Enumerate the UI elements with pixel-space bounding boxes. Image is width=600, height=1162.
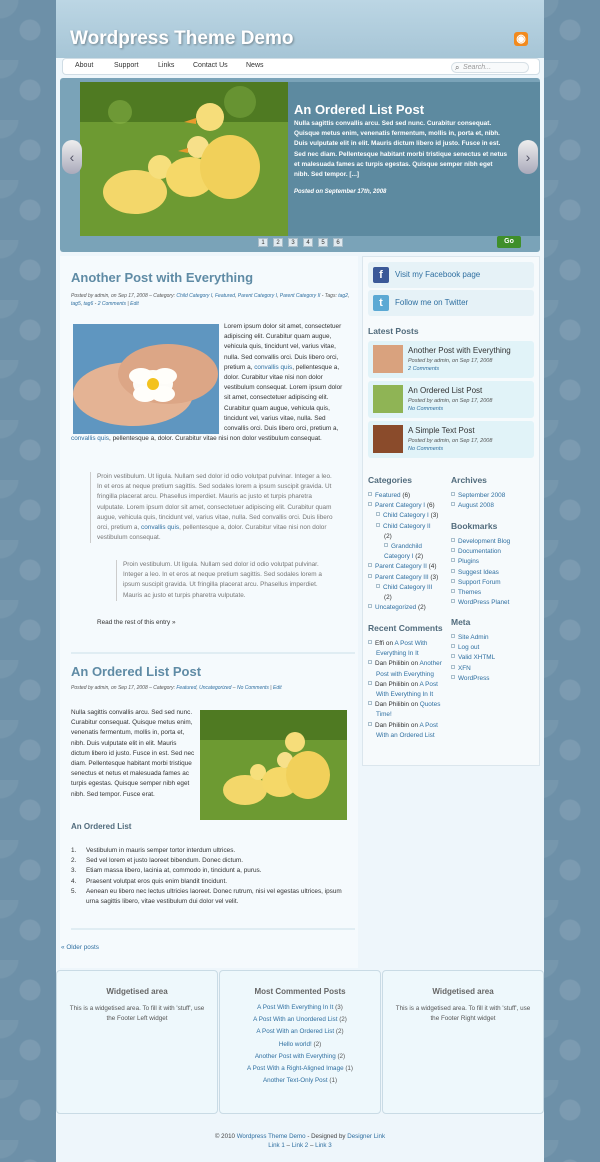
search-placeholder: Search... [463, 64, 492, 71]
comment-count: (3) [335, 1004, 343, 1011]
list-item-text: Aenean eu libero nec lectus ultricies laoreet. Donec rutrum, nisi vel egestas ultrices, ipsum urna sagittis libero, vitae vestibulum dui dolor vel velit. [86, 887, 342, 906]
list-item-text: Etiam massa libero, lacinia at, commodo in, tincidunt a, purus. [86, 867, 262, 875]
chevron-left-icon: ‹ [69, 149, 75, 165]
ordered-list [71, 846, 353, 907]
slider-page-2[interactable]: 2 [273, 238, 283, 247]
tags-prefix: - Tags: [320, 293, 339, 299]
main-content [60, 256, 358, 968]
comment-post-link[interactable]: A Post With Everything In It [376, 640, 428, 658]
comments-link[interactable]: 2 Comments [97, 301, 127, 307]
post-paragraph [224, 322, 350, 434]
post-image-flower[interactable] [73, 324, 219, 434]
category-item [368, 583, 446, 603]
post-text: Lorem ipsum dolor sit amet, consectetuer adipiscing elit. Curabitur quam augue, vehicula quis, tincidunt vel, varius vitae, nulla. Sed convallis orci. Duis libero orci, pretium a, [224, 323, 342, 371]
meta-link[interactable]: Site Admin [458, 634, 489, 641]
category-link[interactable]: Child Category III [383, 583, 433, 591]
bookmark-link[interactable]: Support Forum [458, 578, 501, 586]
recent-comments-list [368, 639, 446, 741]
latest-post-title[interactable]: An Ordered List Post [408, 386, 483, 395]
category-list [368, 491, 446, 613]
category-item [368, 573, 446, 583]
latest-post-thumbnail [373, 345, 403, 373]
quote-text: Proin vestibulum. Ut ligula. Nullam sed dolor id odio volutpat pulvinar. Integer a leo. In et eros at neque pretium sagittis. Sed sodales lorem a ipsum suscipit gravida. Ut fringilla placerat arcu. Phasellus imperdiet. Mauris ac justo et turpis pharetra vulputate. Lorem ipsum dolor sit amet, consectetuer adipiscing elit. Curabitur quam augue, vehicula quis, tincidunt vel, varius vitae, nulla. Sed convallis orci. Duis libero orci, pretium a, [97, 473, 333, 532]
footer-site-link[interactable]: Wordpress Theme Demo [236, 1133, 306, 1140]
category-link[interactable]: Parent Category II [375, 563, 427, 571]
most-commented-link[interactable]: Another Text-Only Post [262, 1077, 328, 1085]
nested-blockquote: Proin vestibulum. Ut ligula. Nullam sed dolor id odio volutpat pulvinar. Integer a leo. In et eros at neque pretium sagittis. Sed sodales lorem a ipsum suscipit gravida. Ut fringilla placerat arcu. Phasellus imperdiet. Mauris ac justo et turpis pharetra vulputate. [116, 560, 326, 601]
category-item [368, 542, 446, 562]
category-count: (4) [428, 563, 437, 571]
archive-item [451, 491, 537, 501]
slide-image[interactable] [80, 82, 288, 236]
post-title[interactable]: An Ordered List Post [71, 664, 202, 679]
read-more-link[interactable]: Read the rest of this entry » [97, 619, 176, 626]
category-count: (3) [430, 573, 439, 581]
footer-link-1[interactable]: Link 1 [268, 1142, 285, 1149]
designed-by-label: - Designed by [307, 1133, 346, 1140]
category-link[interactable]: Featured [375, 492, 401, 499]
search-icon: ⌕ [455, 63, 460, 72]
comment-on: on [410, 701, 418, 709]
post-meta-prefix: Posted by admin, on Sep 17, 2008 – Category: [71, 293, 177, 299]
twitter-link[interactable] [368, 290, 534, 316]
bookmark-link[interactable]: Documentation [458, 548, 501, 556]
slider-page-3[interactable]: 3 [288, 238, 298, 247]
tag-link[interactable]: tag2 [338, 293, 348, 299]
search-input[interactable] [451, 62, 529, 73]
meta-item [451, 674, 537, 684]
slide-date: Posted on September 17th, 2008 [294, 189, 387, 195]
bookmark-item [451, 588, 537, 598]
post-image-ducklings[interactable] [200, 710, 347, 820]
facebook-icon: f [373, 267, 389, 283]
category-count: (6) [426, 502, 435, 510]
featured-slider [60, 78, 540, 252]
bookmark-item [451, 547, 537, 557]
category-link[interactable]: Uncategorized [375, 604, 417, 612]
comment-on: on [410, 721, 418, 729]
slider-prev-button[interactable] [62, 140, 82, 174]
list-item [220, 1063, 380, 1075]
slide-title[interactable]: An Ordered List Post [294, 102, 425, 117]
latest-post-title[interactable]: Another Post with Everything [408, 346, 511, 355]
page-container [56, 0, 544, 1162]
rss-icon[interactable]: ◉ [514, 32, 528, 46]
category-link[interactable]: Uncategorized [199, 685, 232, 691]
meta-link[interactable]: Log out [458, 644, 480, 652]
footer-widget-title: Widgetised area [432, 987, 494, 996]
bookmark-link[interactable]: WordPress Planet [458, 599, 510, 607]
footer-widget-title: Most Commented Posts [254, 987, 346, 996]
footer-link-2[interactable]: Link 2 [291, 1142, 309, 1149]
latest-post-item[interactable] [368, 381, 534, 418]
category-item [368, 603, 446, 613]
bookmark-link[interactable]: Themes [458, 589, 482, 597]
most-commented-link[interactable]: Another Post with Everything [254, 1052, 336, 1060]
designer-link[interactable]: Designer Link [347, 1133, 386, 1140]
archive-link[interactable]: September 2008 [458, 492, 506, 499]
twitter-icon: t [373, 295, 389, 311]
list-item [220, 1039, 380, 1051]
meta-heading: Meta [451, 617, 471, 627]
most-commented-link[interactable]: A Post With an Ordered List [256, 1028, 335, 1036]
slider-page-6[interactable]: 6 [333, 238, 343, 247]
recent-comment [368, 639, 446, 659]
comment-post-link[interactable]: A Post With an Ordered List [376, 721, 438, 739]
list-item: 3. Etiam massa libero, lacinia at, commodo in, tincidunt a, purus. [71, 867, 262, 875]
post-meta: Posted by admin, on Sep 17, 2008 – Category: Featured, Uncategorized – No Comments | Edit [71, 685, 282, 691]
meta-link[interactable]: Valid XHTML [458, 654, 496, 662]
comment-count: (1) [329, 1077, 338, 1085]
category-item [368, 501, 446, 511]
slider-page-1[interactable]: 1 [258, 238, 268, 247]
comment-count: (2) [337, 1052, 346, 1060]
meta-link[interactable]: XFN [458, 664, 471, 672]
category-count: (6) [402, 492, 411, 499]
comment-count: (1) [345, 1065, 354, 1073]
most-commented-link[interactable]: A Post With a Right-Aligned Image [246, 1065, 344, 1073]
category-link[interactable]: Parent Category I [237, 293, 277, 299]
archive-link[interactable]: August 2008 [458, 502, 494, 510]
meta-list [451, 633, 537, 684]
go-button[interactable]: Go [497, 236, 521, 248]
slider-next-button[interactable] [518, 140, 538, 174]
site-header [56, 0, 544, 58]
recent-comments-heading: Recent Comments [368, 623, 443, 633]
comment-post-link[interactable]: Quotes Time! [376, 701, 441, 719]
most-commented-link[interactable]: A Post With Everything In It [257, 1004, 334, 1011]
edit-link[interactable]: Edit [273, 685, 282, 691]
slider-page-5[interactable]: 5 [318, 238, 328, 247]
comment-post-link[interactable]: A Post With Everything In It [376, 680, 438, 699]
comment-author: Dan Philibin [375, 680, 410, 688]
bookmark-item [451, 557, 537, 567]
category-link[interactable]: Parent Category II [279, 293, 321, 299]
comment-post-link[interactable]: Another Post with Everything [376, 660, 442, 678]
inline-link[interactable]: convallis quis [254, 363, 293, 371]
footer-widget-title: Widgetised area [106, 987, 168, 996]
chevron-right-icon: › [525, 149, 531, 165]
latest-post-thumbnail [373, 385, 403, 413]
meta-item [451, 653, 537, 663]
meta-item [451, 643, 537, 653]
facebook-label: Visit my Facebook page [395, 270, 481, 279]
comment-author: Effi [375, 640, 385, 647]
categories-heading: Categories [368, 475, 412, 485]
category-item [368, 562, 446, 572]
recent-comment [368, 700, 446, 720]
comment-count: (2) [313, 1040, 322, 1048]
footer-widget-center [219, 970, 381, 1114]
list-item-text: Praesent volutpat eros quis enim blandit tincidunt. [86, 877, 228, 885]
slider-page-4[interactable]: 4 [303, 238, 313, 247]
latest-post-comments[interactable]: 2 Comments [408, 366, 440, 372]
slide-caption-panel [288, 82, 540, 236]
list-item: 5. Aenean eu libero nec lectus ultricies laoreet. Donec rutrum, nisi vel egestas ultrices, ipsum urna sagittis libero, vitae vestibulum dui dolor vel velit. [71, 887, 342, 906]
category-count: (2) [384, 532, 392, 540]
category-link[interactable]: Child Category I [383, 512, 429, 520]
recent-comment [368, 659, 446, 679]
category-link[interactable]: Grandchild Category I [384, 543, 422, 561]
latest-post-item[interactable] [368, 341, 534, 378]
post-paragraph: Nulla sagittis convallis arcu. Sed sed nunc. Curabitur consequat. Quisque metus enim, venenatis fermentum, mollis in, porta et, nibh. Duis vulputate elit in elit. Mauris dictum libero id justo. Fusce in est. Sed nec diam. Pellentesque habitant morbi tristique senectus et netus et malesuada fames ac turpis egestas. Quisque semper nibh eget nibh. Sed tempor. Fusce erat. [71, 709, 195, 798]
post-subheading: An Ordered List [71, 822, 132, 831]
nav-news[interactable]: News [246, 62, 264, 69]
comment-author: Dan Philibin [375, 660, 410, 668]
list-item-text: Sed vel lorem et justo laoreet bibendum. Donec dictum. [86, 857, 244, 865]
latest-post-comments[interactable]: No Comments [408, 406, 444, 412]
tag-link[interactable]: tag6 [83, 301, 94, 307]
category-count: (2) [418, 604, 426, 612]
category-link[interactable]: Featured [176, 685, 197, 691]
meta-item [451, 664, 537, 674]
comment-on: on [410, 680, 418, 688]
footer-widget-text: This is a widgetised area. To fill it with 'stuff', use the Footer Left widget [69, 1005, 205, 1022]
copyright: © 2010 [214, 1133, 235, 1140]
recent-comment [368, 721, 446, 741]
recent-comment [368, 680, 446, 700]
post-divider [71, 928, 355, 930]
bookmark-link[interactable]: Suggest Ideas [458, 568, 499, 576]
archive-item [451, 501, 537, 511]
slide-excerpt: Nulla sagittis convallis arcu. Sed sed nunc. Curabitur consequat. Quisque metus enim, venenatis fermentum, mollis in, porta et, nibh. Duis vulputate elit in elit. Mauris dictum libero id justo. Fusce in est. Sed nec diam. Pellentesque habitant morbi tristique senectus et netus et malesuada fames ac turpis egestas. Quisque semper nibh eget nibh. Sed tempor. [...] [294, 120, 508, 179]
bookmark-link[interactable]: Development Blog [458, 538, 511, 545]
latest-post-title[interactable]: A Simple Text Post [408, 426, 475, 435]
blockquote [90, 472, 334, 543]
post-text: , pellentesque a, dolor. Curabitur vitae nisi non dolor vestibulum consequat. Lorem ipsum dolor sit amet, consectetuer adipiscing elit. Curabitur quam augue, vehicula quis, tincidunt vel, varius vitae, nulla. Sed convallis orci. Duis libero orci, pretium a, [224, 363, 343, 433]
older-posts-link[interactable]: « Older posts [61, 944, 100, 951]
bookmark-item [451, 568, 537, 578]
comments-link[interactable]: No Comments [236, 685, 269, 691]
meta-item [451, 633, 537, 643]
latest-post-item[interactable] [368, 421, 534, 458]
nav-support[interactable]: Support [114, 62, 139, 69]
tag-link[interactable]: tag5 [71, 301, 81, 307]
nav-about[interactable]: About [75, 62, 94, 69]
category-link[interactable]: Child Category II [383, 522, 431, 530]
category-count: (2) [415, 553, 424, 561]
site-footer [56, 1132, 544, 1150]
facebook-link[interactable] [368, 262, 534, 288]
category-link[interactable]: Parent Category III [375, 573, 429, 581]
twitter-label: Follow me on Twitter [395, 298, 469, 307]
comment-author: Dan Philibin [375, 701, 410, 709]
list-item [220, 1026, 380, 1038]
list-item [220, 1014, 380, 1026]
category-link[interactable]: Parent Category I [375, 502, 426, 510]
footer-widget-left [56, 970, 218, 1114]
latest-post-meta: Posted by admin, on Sep 17, 2008 [408, 398, 493, 404]
category-count: (2) [384, 594, 392, 602]
bookmark-item [451, 537, 537, 547]
bookmark-item [451, 598, 537, 608]
footer-credits [56, 1132, 544, 1141]
sidebar [362, 256, 540, 766]
nav-contact-us[interactable]: Contact Us [193, 62, 228, 69]
archive-list [451, 491, 537, 511]
post-meta: Posted by admin, on Sep 17, 2008 – Category: Child Category I, Featured, Parent Category I, Parent Category II - Tags: tag2, tag5, tag6 - 2 Comments | Edit [71, 293, 350, 307]
category-item [368, 511, 446, 521]
latest-post-meta: Posted by admin, on Sep 17, 2008 [408, 358, 493, 364]
category-count: (3) [430, 512, 439, 520]
inline-link[interactable]: convallis quis [71, 435, 110, 442]
list-item [220, 1075, 380, 1087]
bookmarks-heading: Bookmarks [451, 521, 498, 531]
quote-text: , pellentesque a, dolor. Curabitur vitae nisi non dolor vestibulum consequat. [97, 524, 327, 542]
most-commented-link[interactable]: Hello world! [278, 1040, 312, 1048]
footer-widget-right [382, 970, 544, 1114]
meta-link[interactable]: WordPress [458, 674, 490, 682]
list-item-text: Vestibulum in mauris semper tortor interdum ultrices. [86, 847, 236, 854]
post-meta-prefix: Posted by admin, on Sep 17, 2008 – Category: [71, 685, 177, 691]
list-item: 1. Vestibulum in mauris semper tortor interdum ultrices. [71, 847, 236, 854]
category-link[interactable]: Featured [215, 293, 236, 299]
bookmark-item [451, 578, 537, 588]
comment-on: on [410, 660, 418, 668]
inline-link[interactable]: convallis quis [141, 524, 180, 532]
post-divider [71, 652, 355, 654]
main-navigation [62, 58, 540, 75]
comment-count: (2) [335, 1028, 344, 1036]
latest-posts-heading: Latest Posts [368, 326, 419, 336]
post-text: , pellentesque a, dolor. Curabitur vitae nisi non dolor vestibulum consequat. [109, 435, 322, 442]
most-commented-list [220, 1002, 380, 1087]
archives-heading: Archives [451, 475, 487, 485]
category-item [368, 522, 446, 542]
list-item: 4. Praesent volutpat eros quis enim blandit tincidunt. [71, 877, 228, 885]
list-item: 2. Sed vel lorem et justo laoreet bibendum. Donec dictum. [71, 857, 244, 865]
comment-on: on [385, 640, 394, 647]
most-commented-link[interactable]: A Post With an Unordered List [253, 1016, 338, 1024]
bookmark-list [451, 537, 537, 608]
latest-post-comments[interactable]: No Comments [408, 446, 444, 452]
comment-author: Dan Philibin [375, 721, 410, 729]
footer-links: Link 1 – Link 2 – Link 3 [268, 1142, 332, 1149]
list-item [220, 1002, 380, 1014]
category-link[interactable]: Child Category I [176, 293, 213, 299]
list-item [220, 1051, 380, 1063]
site-title[interactable]: Wordpress Theme Demo [70, 28, 294, 49]
bookmark-link[interactable]: Plugins [458, 558, 479, 566]
footer-link-3[interactable]: Link 3 [315, 1142, 332, 1149]
edit-link[interactable]: Edit [130, 301, 139, 307]
latest-post-meta: Posted by admin, on Sep 17, 2008 [408, 438, 493, 444]
nav-links[interactable]: Links [158, 62, 175, 69]
comment-count: (2) [339, 1016, 347, 1024]
category-item [368, 491, 446, 501]
post-title[interactable]: Another Post with Everything [71, 270, 254, 285]
footer-widget-text: This is a widgetised area. To fill it with 'stuff', use the Footer Right widget [395, 1005, 531, 1022]
post-paragraph-continued [71, 434, 351, 444]
latest-post-thumbnail [373, 425, 403, 453]
